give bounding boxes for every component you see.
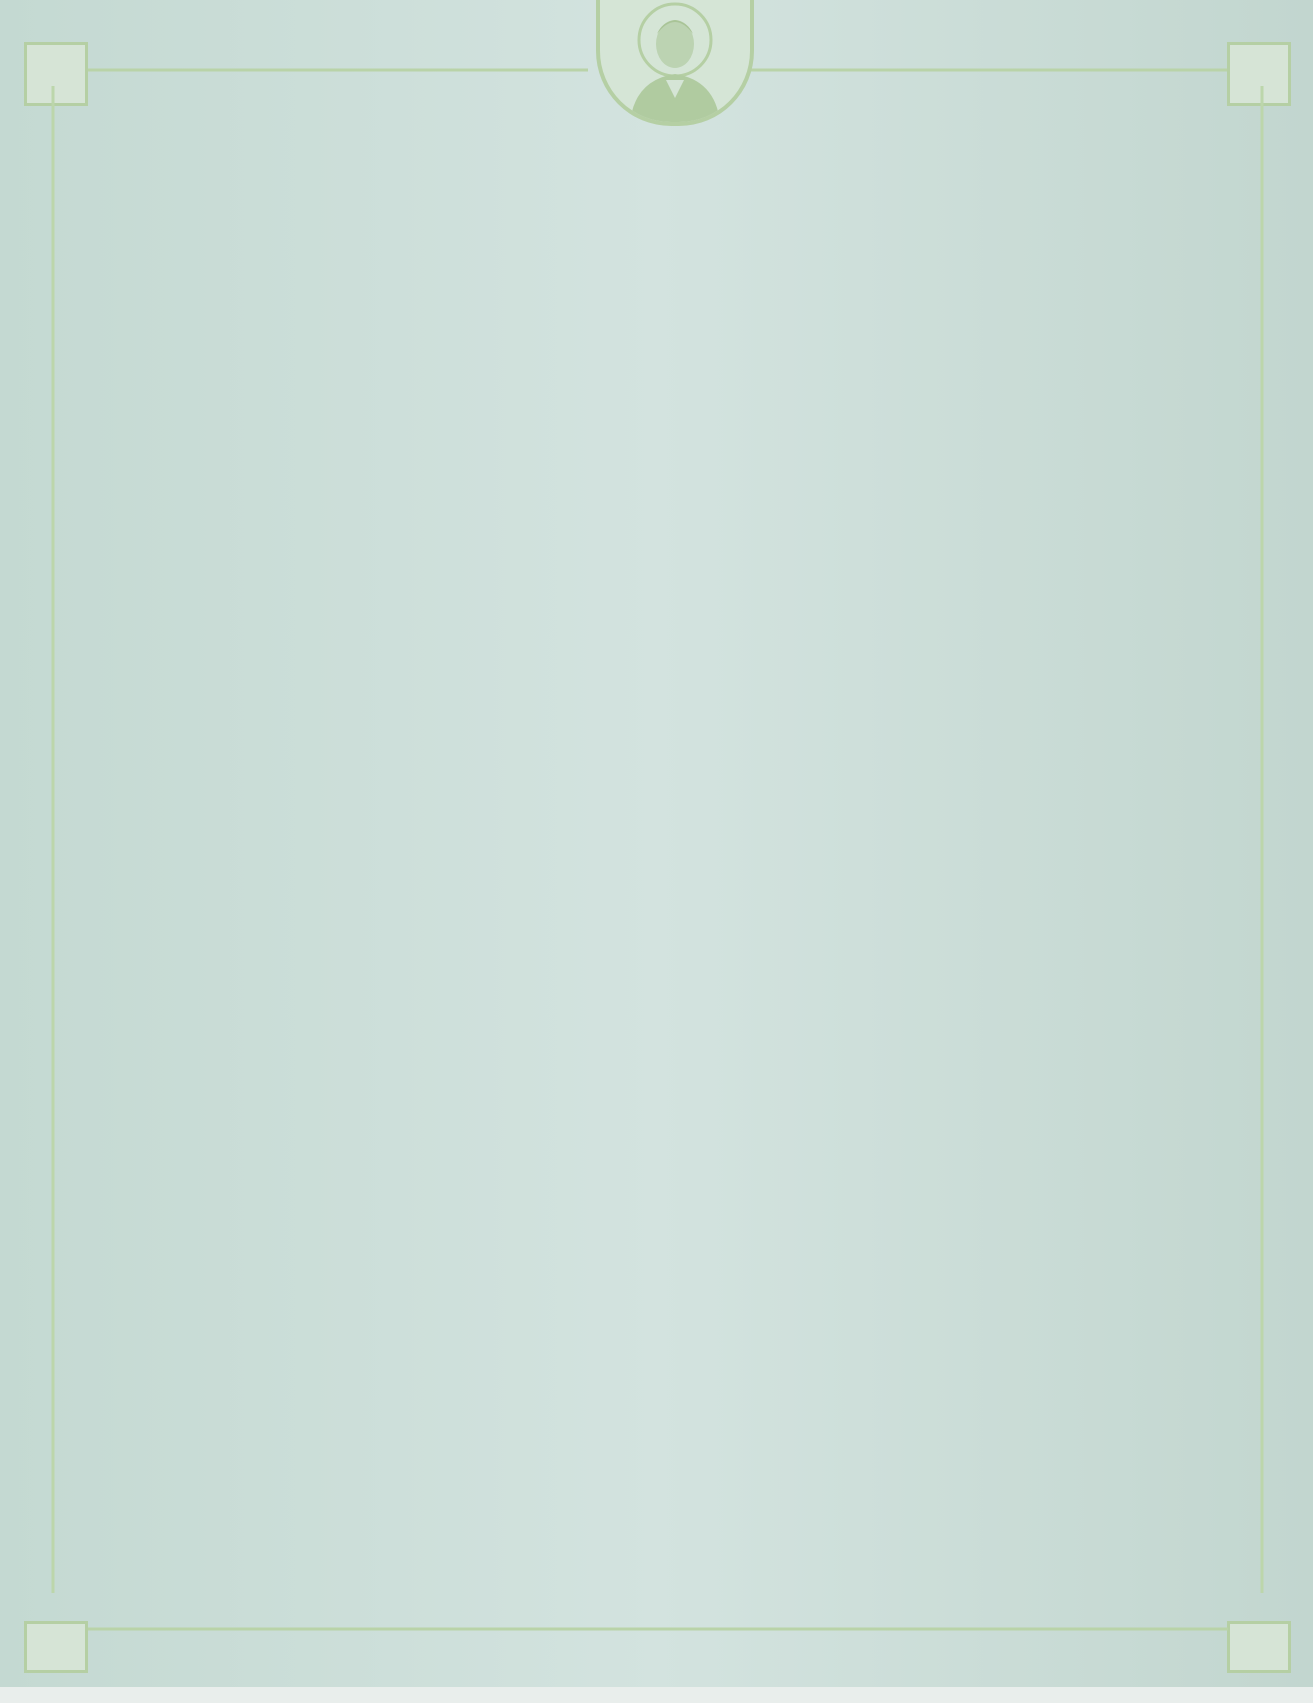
text-body	[118, 188, 1198, 1608]
right-laurel-border	[1231, 86, 1293, 1593]
scan-footer-strip	[0, 1687, 1313, 1703]
right-column	[670, 186, 1190, 202]
left-laurel-border	[22, 86, 84, 1593]
left-column	[118, 188, 638, 196]
portrait-medallion-icon	[596, 0, 754, 126]
